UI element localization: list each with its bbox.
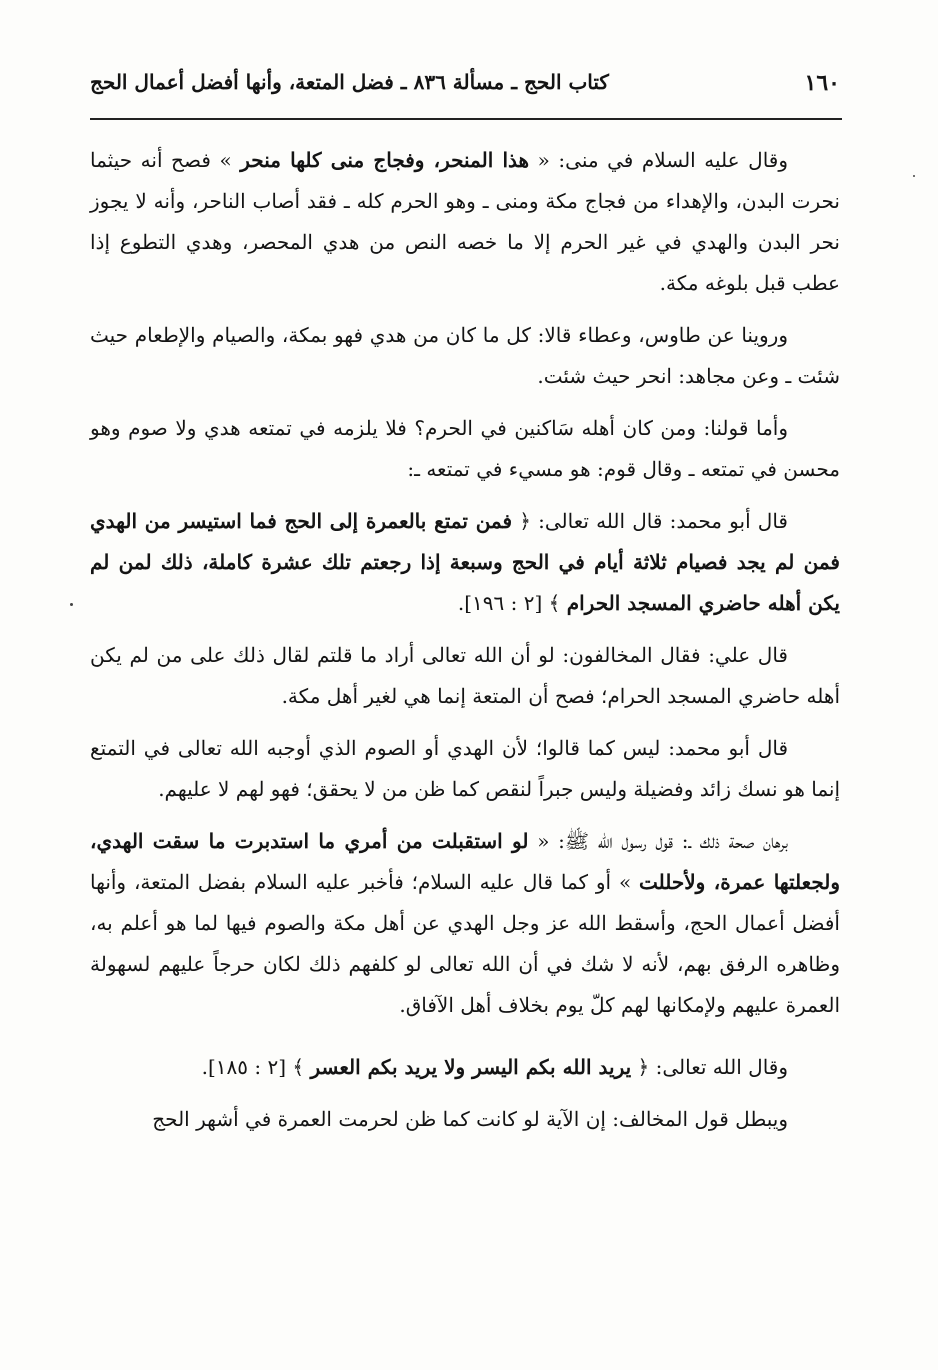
- page-header: [90, 64, 840, 104]
- scan-speck: [70, 603, 73, 606]
- header-divider: [90, 118, 842, 120]
- paragraph-haram-residents: وأما قولنا: ومن كان أهله سَاكنين في الحرم؟ فلا يلزمه في تمتعه هدي ولا صوم وهو محسن في تمتعه ـ وقال قوم: هو مسيء في تمتعه ـ:: [90, 416, 840, 481]
- quran-verse: يريد الله بكم اليسر ولا يريد بكم العسر: [310, 1055, 632, 1079]
- paragraph-opponents: قال علي: فقال المخالفون: لو أن الله تعالى أراد ما قلتم لقال ذلك على من لم يكن أهله حاضري المسجد الحرام؛ فصح أن المتعة إنما هي لغير أهل مكة.: [90, 643, 840, 708]
- paragraph-quran-2-185: وقال الله تعالى: ﴿ يريد الله بكم اليسر ولا يريد بكم العسر ﴾ [٢ : ١٨٥].: [201, 1055, 788, 1079]
- quote: هذا المنحر، وفجاج منى كلها منحر: [240, 148, 530, 172]
- running-title: كتاب الحج ـ مسألة ٨٣٦ ـ فضل المتعة، وأنها أفضل أعمال الحج: [90, 70, 609, 94]
- scan-speck: [913, 175, 915, 177]
- paragraph-reply: قال أبو محمد: ليس كما قالوا؛ لأن الهدي أو الصوم الذي أوجبه الله تعالى في التمتع إنما هو نسك زائد وفضيلة وليس جبراً لنقص كما ظن من لا يحقق؛ فهو لهم لا عليهم.: [90, 736, 840, 801]
- paragraph-quran-2-196: قال أبو محمد: قال الله تعالى: ﴿ فمن تمتع بالعمرة إلى الحج فما استيسر من الهدي فمن لم يجد فصيام ثلاثة أيام في الحج وسبعة إذا رجعتم تلك عشرة كاملة، ذلك لمن لم يكن أهله حاضري المسجد الحرام ﴾ [٢ : ١٩٦].: [90, 509, 840, 615]
- quran-verse: فمن تمتع بالعمرة إلى الحج فما استيسر من الهدي فمن لم يجد فصيام ثلاثة أيام في الحج وسبعة إذا رجعتم تلك عشرة كاملة، ذلك لمن لم يكن أهله حاضري المسجد الحرام: [90, 509, 840, 615]
- hadith-quote: لو استقبلت من أمري ما استدبرت ما سقت الهدي، ولجعلتها عمرة، ولأحللت: [90, 829, 840, 894]
- paragraph-gap: [90, 1037, 840, 1047]
- paragraph-slaughter-place: وقال عليه السلام في منى: « هذا المنحر، وفجاج منى كلها منحر » فصح أنه حيثما نحرت البدن، والإهداء من فجاج مكة ومنى ـ وهو الحرم كله ـ فقد أصاب الناحر، وأنه لا يجوز نحر البدن والهدي في غير الحرم إلا ما خصه النص من هدي المحصر، وهدي التطوع إذا عطب قبل بلوغه مكة.: [90, 148, 840, 295]
- page-number: ١٦٠: [804, 70, 840, 96]
- paragraph-refutation: ويبطل قول المخالف: إن الآية لو كانت كما ظن لحرمت العمرة في أشهر الحج: [152, 1107, 788, 1131]
- paragraph-tawus-ata: وروينا عن طاوس، وعطاء قالا: كل ما كان من هدي فهو بمكة، والصيام والإطعام حيث شئت ـ وعن مجاهد: انحر حيث شئت.: [90, 323, 840, 388]
- paragraph-proof-hadith: برهان صحة ذلك ـ: قول رسول الله ﷺ: « لو استقبلت من أمري ما استدبرت ما سقت الهدي، ولجعلتها عمرة، ولأحللت » أو كما قال عليه السلام؛ فأخبر عليه السلام بفضل المتعة، وأنها أفضل أعمال الحج، وأسقط الله عز وجل الهدي عن أهل مكة والصوم فيها لما هو أعلم به، وظاهره الرفق بهم، لأنه لا شك في أن الله تعالى لو كلفهم ذلك لكان حرجاً عليهم لسهولة العمرة عليهم ولإمكانها لهم كلّ يوم بخلاف أهل الآفاق.: [90, 829, 840, 1017]
- page-body: [90, 140, 840, 1148]
